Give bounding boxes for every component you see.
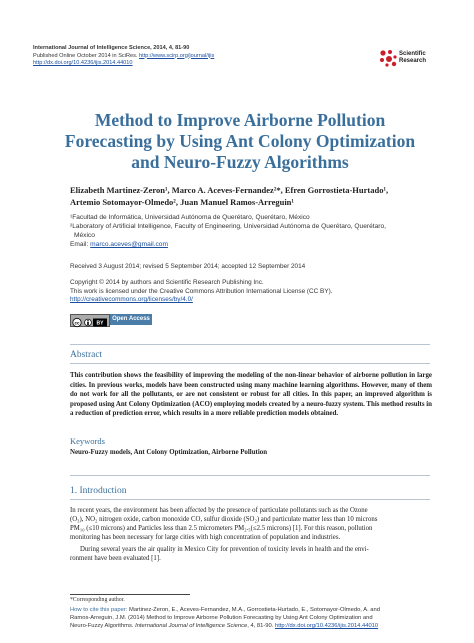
logo-text — [399, 51, 426, 65]
dates-line: Received 3 August 2014; revised 5 September 2014; accepted 12 September 2014 — [70, 263, 306, 270]
email-line — [70, 241, 168, 249]
introduction-heading: 1. Introduction — [70, 486, 127, 496]
intro-p1-line-4: monitoring has been necessary for large cities with high concentration of population and industries. — [70, 534, 341, 542]
copyright-line: Copyright © 2014 by authors and Scientific Research Publishing Inc. — [70, 279, 264, 286]
keywords-heading: Keywords — [70, 436, 105, 446]
published-text: Published Online October 2014 in SciRes. — [33, 52, 138, 59]
license-line: This work is licensed under the Creative Commons Attribution International License (CC BY). — [70, 287, 333, 295]
doi-line — [33, 60, 133, 67]
intro-p2-line-2: ronment have been evaluated [1]. — [70, 555, 161, 563]
journal-name: International Journal of Intelligence Science, 2014, 4, 81-90 — [33, 45, 190, 51]
cc-icon — [71, 317, 109, 328]
scientific-research-logo[interactable] — [378, 48, 448, 70]
svg-text:cc: cc — [74, 320, 80, 326]
logo-line-2: Research — [399, 58, 427, 64]
footnote-rule — [70, 594, 190, 595]
open-access-label: Open Access — [112, 316, 150, 322]
abstract-text: This contribution shows the feasibility of improving the modeling of the non-linear behavior of airborne pollution in large cities. In previous works, models have been constructed using many machine learning algorithms. However, many of them do not work for all the pollutants, or are not consistent or robust for all cities. In this paper, an improved algorithm is proposed using Ant Colony Optimization (ACO) employing models created by a neuro-fuzzy system. This method results in a reduction of prediction error, which results in a more reliable prediction models obtained. — [70, 372, 432, 418]
abstract-heading: Abstract — [70, 350, 103, 360]
cc-by-badge-icon[interactable] — [70, 314, 110, 327]
paper-title: Method to Improve Airborne Pollution Forecasting by Using Ant Colony Optimization and Neuro-Fuzzy Algorithms — [64, 110, 416, 172]
cite-journal: International Journal of Intelligence Science — [135, 623, 248, 629]
cite-label: How to cite this paper: — [70, 607, 128, 613]
cite-text-1: Martinez-Zeron, E., Aceves-Fernandez, M.A., Gorrostieta-Hurtado, E., Sotomayor-Olmedo, A. and — [128, 607, 380, 613]
email-label: Email: — [70, 241, 89, 248]
cite-text-3a: Neuro-Fuzzy Algorithms. — [70, 623, 134, 629]
cite-text-2: Ramos-Arreguin, J.M. (2014) Method to Improve Airborne Pollution Forecasting by Using Ant Colony Optimization and — [70, 615, 373, 621]
logo-line-1: Scientific — [399, 51, 426, 57]
journal-header — [33, 45, 189, 52]
abstract-rule — [70, 363, 430, 364]
intro-paragraph-1 — [70, 506, 432, 542]
abstract-rule-top — [70, 344, 430, 345]
cite-line-3 — [70, 622, 432, 630]
authors-line-2: Artemio Sotomayor-Olmedo², Juan Manuel Ramos-Arreguin¹ — [70, 197, 294, 207]
license-url-line — [70, 296, 193, 304]
authors — [70, 184, 420, 208]
intro-p1-line-3: PM₁₀ (≤10 microns) and Particles less than 2.5 micrometers PM₂.₅(≤2.5 microns) [1]. For this reason, pollution — [70, 525, 373, 533]
corresponding-author-footnote: *Corresponding author. — [70, 597, 125, 603]
logo-mark-icon — [378, 48, 398, 68]
cite-doi-link[interactable]: http://dx.doi.org/10.4236/ijis.2014.44010 — [274, 623, 379, 629]
keywords-text: Neuro-Fuzzy models, Ant Colony Optimization, Airborne Pollution — [70, 449, 268, 456]
intro-p1-line-2: (O₃), NO₂ nitrogen oxide, carbon monoxide CO, sulfur dioxide (SO₂) and particulate matter less than 10 microns — [70, 516, 378, 524]
affiliation-2-country: México — [74, 232, 95, 239]
affiliation-2: ²Laboratory of Artificial Intelligence, Faculty of Engineering, Universidad Autónoma de Querétaro, Querétaro, — [70, 223, 386, 230]
affiliation-1: ¹Facultad de Informática, Universidad Autónoma de Querétaro, Querétaro, México — [70, 214, 310, 221]
header-doi-link[interactable]: http://dx.doi.org/10.4236/ijis.2014.44010 — [33, 60, 133, 66]
email-link[interactable]: marco.aceves@gmail.com — [90, 241, 168, 248]
license-url-link[interactable]: http://creativecommons.org/licenses/by/4.0/ — [70, 296, 193, 303]
cite-line-1 — [70, 606, 432, 614]
authors-line-1: Elizabeth Martinez-Zeron¹, Marco A. Aceves-Fernandez²*, Efren Gorrostieta-Hurtado¹, — [70, 185, 389, 195]
intro-rule — [70, 499, 430, 500]
svg-text:BY: BY — [96, 320, 104, 327]
how-to-cite — [70, 606, 432, 630]
intro-p1-line-1: In recent years, the environment has been affected by the presence of particulate pollutants such as the Ozone — [70, 507, 368, 514]
published-line — [33, 53, 214, 60]
intro-paragraph-2 — [70, 545, 432, 563]
open-access-badge[interactable] — [110, 314, 152, 325]
intro-rule-top — [70, 475, 430, 476]
intro-p2-line-1: During several years the air quality in Mexico City for prevention of toxicity levels in health and the envi- — [80, 546, 369, 553]
journal-url-link[interactable]: http://www.scirp.org/journal/ijis — [139, 52, 215, 59]
cite-text-3c: , 4, 81-90. — [247, 623, 274, 629]
